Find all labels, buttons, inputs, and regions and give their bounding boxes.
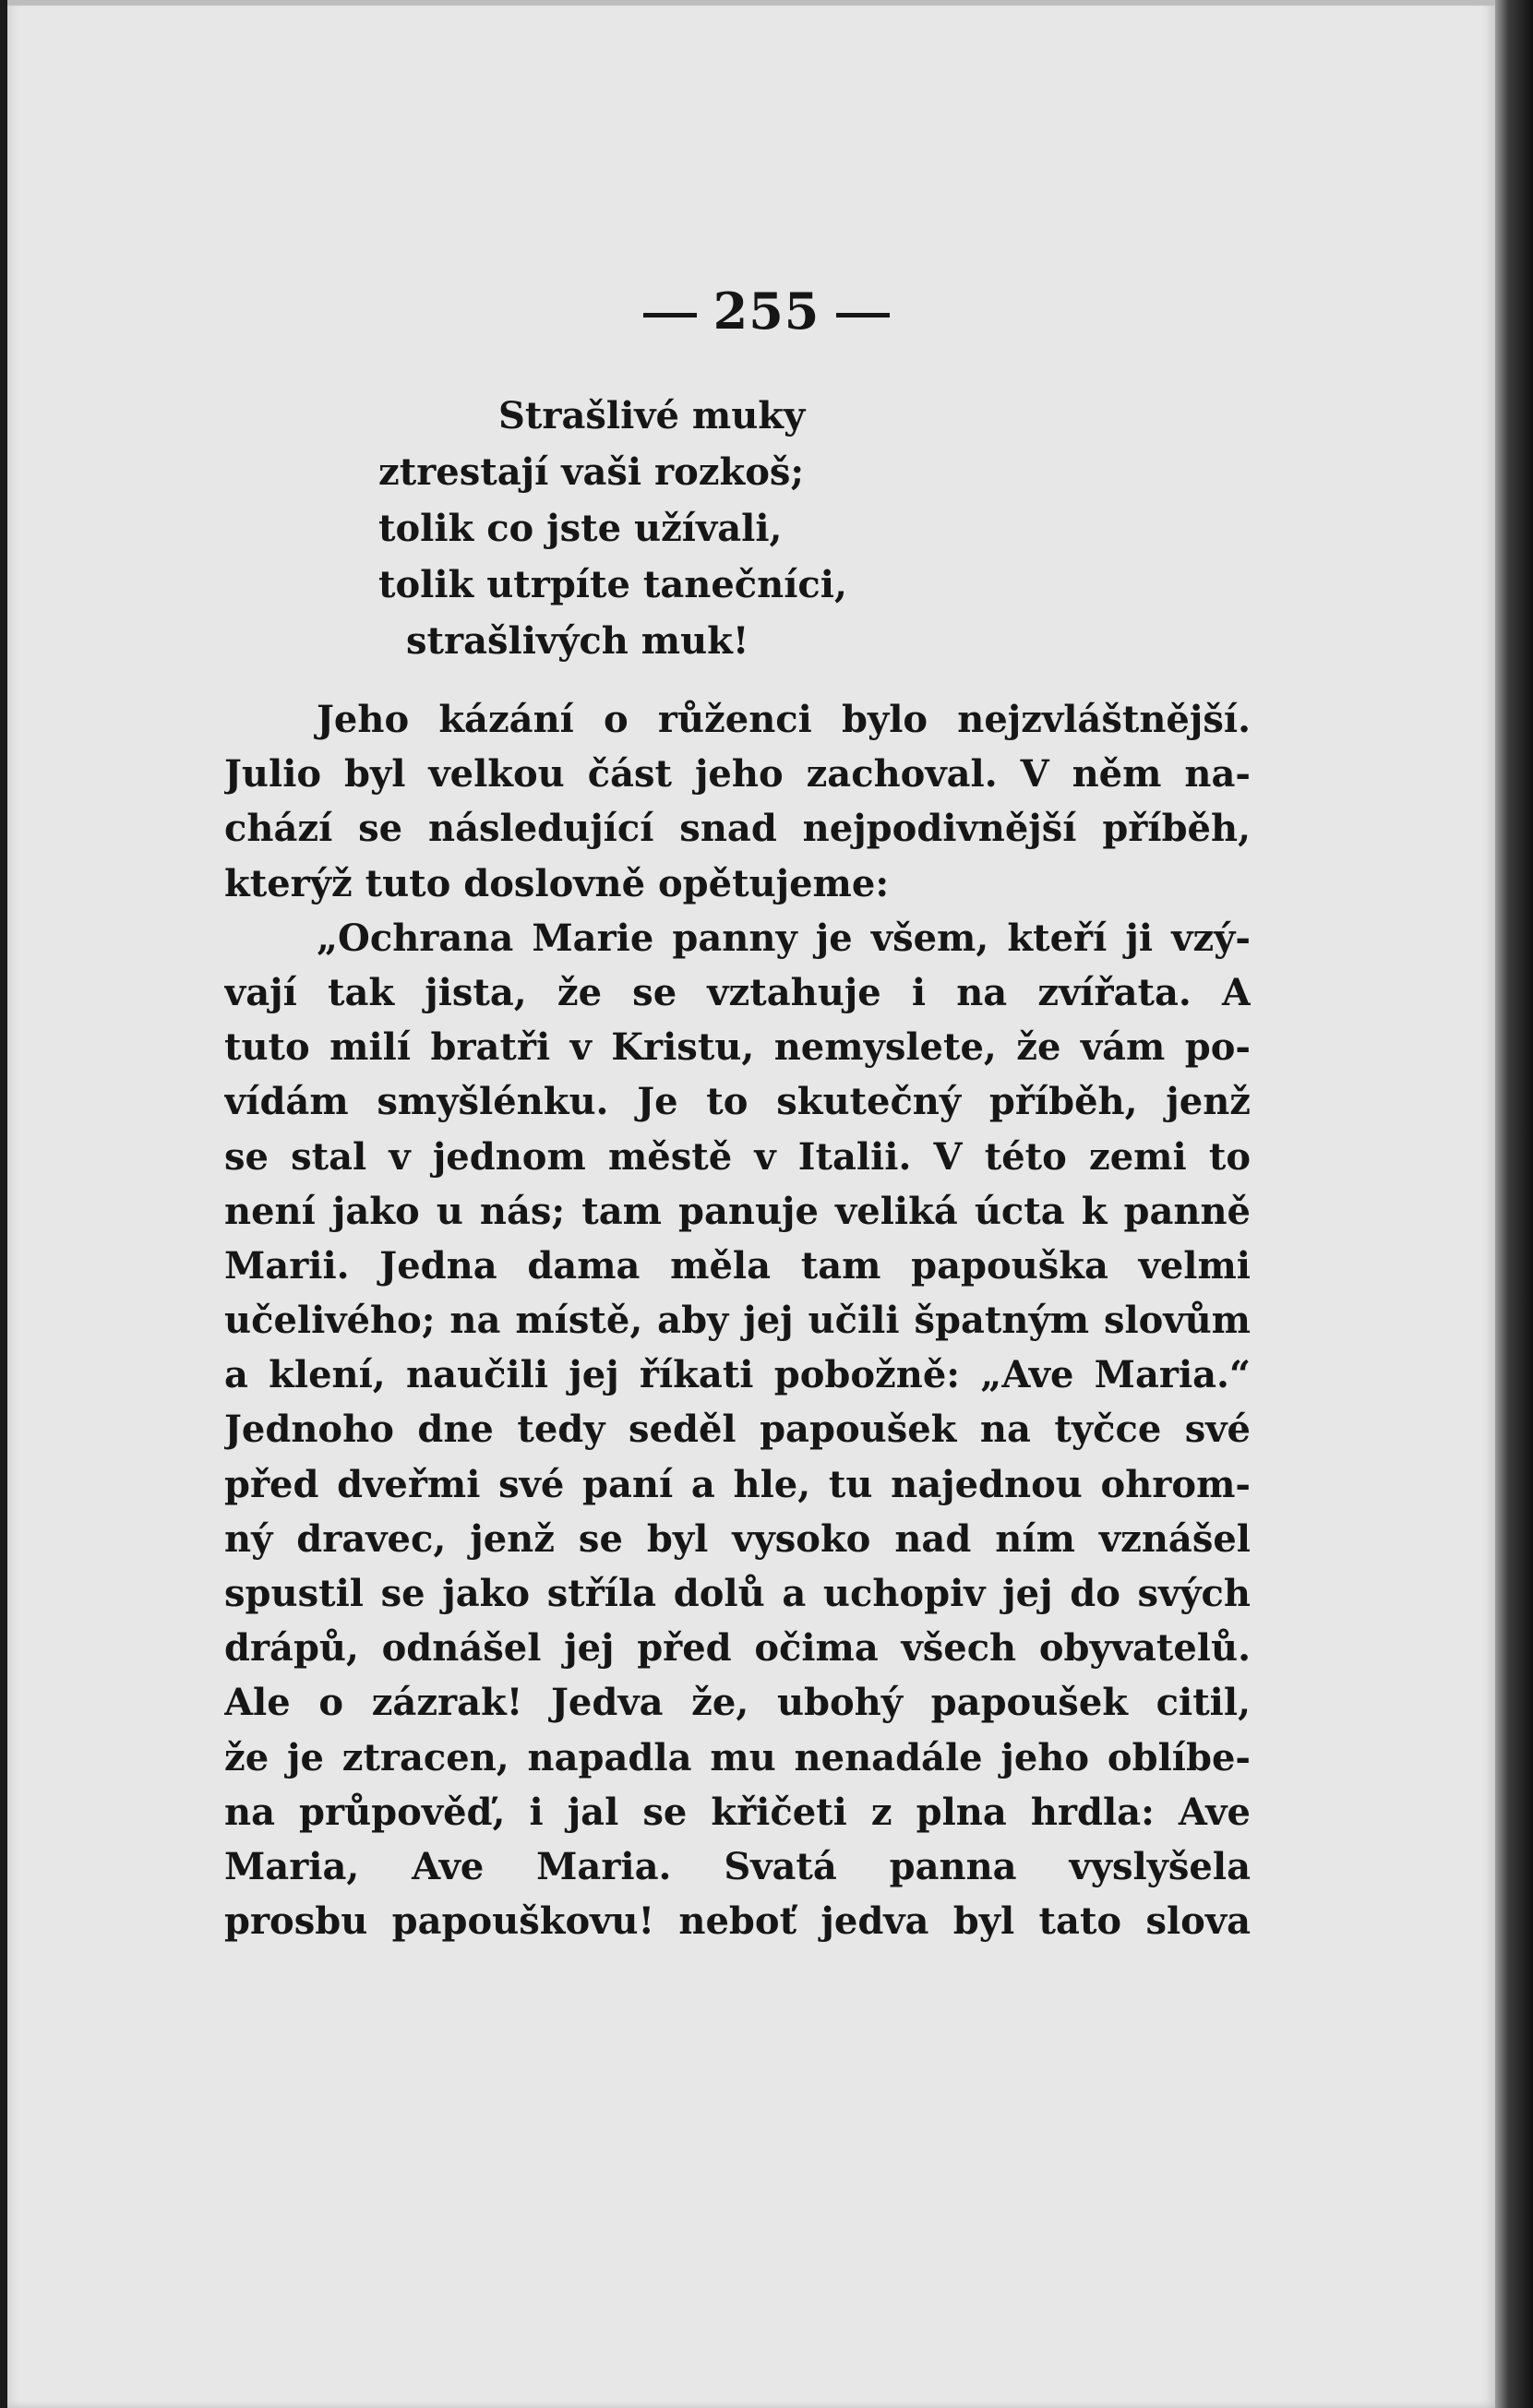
text-line: Marii. Jedna dama měla tam papouška velmi xyxy=(224,1243,1251,1288)
page-number-value: 255 xyxy=(713,282,820,341)
poem-stanza xyxy=(369,388,1015,669)
text-line: že je ztracen, napadla mu nenadále jeho oblíbe- xyxy=(224,1735,1251,1779)
text-line: Jednoho dne tedy seděl papoušek na tyčce své xyxy=(224,1408,1251,1452)
text-line: na průpověď, i jal se křičeti z plna hrdla: Ave xyxy=(224,1790,1251,1834)
poem-line: tolik co jste užívali, xyxy=(378,507,783,550)
page-number-dash-left xyxy=(643,313,697,317)
text-line: se stal v jednom městě v Italii. V této zemi to xyxy=(224,1134,1251,1179)
text-line: před dveřmi své paní a hle, tu najednou ohrom- xyxy=(224,1462,1251,1506)
text-line: tuto milí bratři v Kristu, nemyslete, že vám po- xyxy=(224,1025,1251,1070)
text-line: Julio byl velkou část jeho zachoval. V něm na- xyxy=(224,752,1251,797)
page-number xyxy=(0,282,1533,341)
poem-line: tolik utrpíte tanečníci, xyxy=(378,563,847,606)
text-line: učelivého; na místě, aby jej učili špatným slovům xyxy=(224,1299,1251,1343)
text-line: není jako u nás; tam panuje veliká úcta k panně xyxy=(224,1189,1251,1233)
text-line: vají tak jista, že se vztahuje i na zvířata. A xyxy=(224,970,1251,1014)
text-line: Ale o zázrak! Jedva že, ubohý papoušek citil, xyxy=(224,1681,1251,1725)
page-number-dash-right xyxy=(836,313,890,317)
text-line: vídám smyšlénku. Je to skutečný příběh, jenž xyxy=(224,1080,1251,1124)
poem-line: Strašlivé muky xyxy=(498,394,806,437)
text-line: ný dravec, jenž se byl vysoko nad ním vznášel xyxy=(224,1516,1251,1561)
poem-line: strašlivých muk! xyxy=(406,619,749,663)
text-line: drápů, odnášel jej před očima všech obyvatelů. xyxy=(224,1626,1251,1671)
body-text xyxy=(224,692,1251,1948)
page-top-edge xyxy=(7,0,1495,6)
text-line: a klení, naučili jej říkati pobožně: „Ave Maria.“ xyxy=(224,1353,1251,1397)
text-line: chází se následující snad nejpodivnější příběh, xyxy=(224,807,1251,851)
text-line: prosbu papouškovu! neboť jedva byl tato slova xyxy=(224,1899,1251,1944)
page-binding-shadow xyxy=(1495,0,1533,2408)
text-line: spustil se jako stříla dolů a uchopiv jej do svých xyxy=(224,1572,1251,1615)
text-line: Jeho kázání o růženci bylo nejzvláštnější. xyxy=(317,698,1251,741)
text-line: kterýž tuto doslovně opětujeme: xyxy=(224,861,890,905)
text-line: „Ochrana Marie panny je všem, kteří ji vzý- xyxy=(317,916,1251,960)
text-line: Maria, Ave Maria. Svatá panna vyslyšela xyxy=(224,1844,1251,1888)
poem-line: ztrestají vaši rozkoš; xyxy=(378,450,805,494)
